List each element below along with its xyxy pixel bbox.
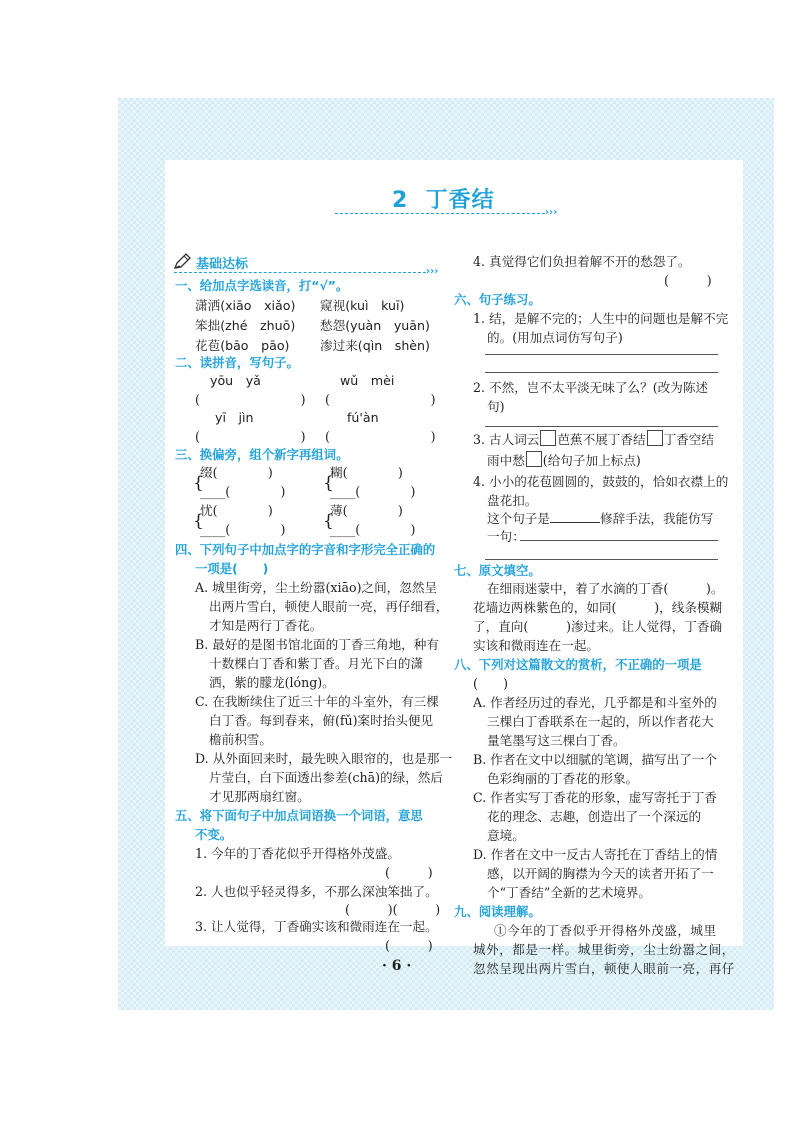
s6-q3-text: (给句子加上标点) bbox=[542, 453, 641, 468]
s1-item: 潇洒(xiāo xiǎo) bbox=[195, 298, 296, 313]
s6-question: 句) bbox=[487, 399, 505, 414]
s9-heading: 九、阅读理解。 bbox=[454, 904, 541, 919]
s8-option: A. 作者经历过的春光，几乎都是和斗室外的 bbox=[473, 695, 717, 710]
brace-icon: { bbox=[323, 511, 334, 531]
s8-option: D. 作者在文中一反古人寄托在丁香结上的情 bbox=[473, 847, 718, 862]
s6-q3-text: 丁香空结 bbox=[663, 432, 714, 447]
basic-divider bbox=[174, 272, 426, 273]
s8-answer-paren[interactable]: ( ) bbox=[473, 676, 509, 691]
rhetoric-blank[interactable] bbox=[550, 510, 600, 523]
punctuation-box[interactable] bbox=[647, 430, 663, 446]
page-number: · 6 · bbox=[382, 958, 412, 974]
s4-option: 十数棵白丁香和紫丁香。月光下白的潇 bbox=[209, 656, 424, 671]
s2-heading: 二、读拼音，写句子。 bbox=[175, 355, 299, 370]
s3-char: 薄( ) bbox=[330, 503, 403, 518]
s1-item: 花苞(bāo pāo) bbox=[195, 338, 290, 353]
title-chevron-icon: ››› bbox=[545, 207, 558, 218]
s4-option: 才知是两行丁香花。 bbox=[209, 618, 323, 633]
s5-question: 1. 今年的丁香花似乎开得格外茂盛。 bbox=[195, 846, 400, 861]
s4-option: 才见那两扇红窗。 bbox=[209, 789, 310, 804]
reading-passage-line: ①今年的丁香似乎开得格外茂盛，城里 bbox=[494, 923, 717, 938]
s3-blank[interactable]: ____( ) bbox=[200, 484, 286, 499]
s1-item: 笨拙(zhé zhuō) bbox=[195, 318, 296, 333]
s3-char: 忧( ) bbox=[200, 503, 273, 518]
s8-option: 量笔墨写这三棵白丁香。 bbox=[487, 733, 626, 748]
s1-item: 窥视(kuì kuī) bbox=[320, 298, 405, 313]
answer-line[interactable] bbox=[485, 426, 718, 427]
basic-chevron-icon: ››› bbox=[426, 266, 439, 277]
s2-pinyin: yōu yǎ bbox=[210, 373, 261, 388]
s4-option: 片莹白，白下面透出参差(chā)的绿，然后 bbox=[209, 770, 443, 785]
s2-answer-paren[interactable]: ( ) bbox=[325, 392, 436, 407]
reading-passage-line: 城外，都是一样。城里街旁，尘土纷嚣之间， bbox=[473, 942, 735, 957]
answer-line[interactable] bbox=[520, 540, 718, 541]
s8-option: 感，以开阔的胸襟为今天的读者开拓了一 bbox=[487, 866, 714, 881]
s6-q3-text: 芭蕉不展丁香结 bbox=[557, 432, 646, 447]
s4-heading-cont: 一项是( ) bbox=[195, 561, 269, 576]
s2-answer-paren[interactable]: ( ) bbox=[195, 429, 306, 444]
s3-char: 糊( ) bbox=[330, 465, 403, 480]
brace-icon: { bbox=[323, 473, 334, 493]
lesson-name: 丁香结 bbox=[425, 188, 495, 213]
s5-heading-cont: 不变。 bbox=[195, 827, 233, 842]
s6-question: 一句： bbox=[487, 529, 525, 544]
answer-line[interactable] bbox=[485, 559, 718, 560]
s4-option: 白丁香。每到春来，俯(fǔ)案时抬头便见 bbox=[209, 713, 434, 728]
title-divider bbox=[335, 213, 545, 214]
pencil-icon bbox=[172, 252, 192, 272]
s4-option: D. 从外面回来时，最先映入眼帘的，也是那一 bbox=[195, 751, 452, 766]
s8-option: 意境。 bbox=[487, 828, 525, 843]
s3-heading: 三、换偏旁，组个新字再组词。 bbox=[175, 447, 349, 462]
s8-option: C. 作者实写丁香花的形象，虚写寄托于丁香 bbox=[473, 790, 717, 805]
brace-icon: { bbox=[193, 473, 204, 493]
s6-q3-text: 3. 古人词云 bbox=[473, 432, 540, 447]
answer-line[interactable] bbox=[485, 372, 718, 373]
s7-line: 实该和微雨连在一起。 bbox=[473, 638, 599, 653]
s3-char: 缀( ) bbox=[200, 465, 273, 480]
s6-q3-text: 雨中愁 bbox=[487, 453, 525, 468]
s6-question: 2. 不然，岂不太平淡无味了么？(改为陈述 bbox=[473, 380, 709, 395]
s6-question: 的。(用加点词仿写句子) bbox=[487, 330, 623, 345]
s5-answer-paren[interactable]: ( )( ) bbox=[345, 902, 441, 917]
s1-heading: 一、给加点字选读音，打“√”。 bbox=[175, 278, 349, 293]
s8-heading: 八、下列对这篇散文的赏析，不正确的一项是 bbox=[454, 657, 702, 672]
s4-heading: 四、下列句子中加点字的字音和字形完全正确的 bbox=[175, 542, 436, 557]
s6-question-3 bbox=[473, 430, 714, 450]
s3-blank[interactable]: ____( ) bbox=[330, 522, 416, 537]
s6-question: 4. 小小的花苞圆圆的，鼓鼓的，恰如衣襟上的 bbox=[473, 474, 729, 489]
s6-q4-text: 修辞手法，我能仿写 bbox=[599, 511, 714, 526]
s6-q4-text: 这个句子是 bbox=[487, 511, 550, 526]
s8-option: 三棵白丁香联系在一起的，所以作者花大 bbox=[487, 714, 714, 729]
lesson-number: 2 bbox=[392, 188, 409, 213]
s1-item: 愁怨(yuàn yuān) bbox=[320, 318, 430, 333]
s7-line: 了，直向( )渗过来。让人觉得，丁香确 bbox=[473, 619, 723, 634]
s2-pinyin: fú'àn bbox=[347, 410, 379, 425]
s5-heading: 五、将下面句子中加点词语换一个词语，意思 bbox=[175, 808, 423, 823]
s8-option: B. 作者在文中以细腻的笔调，描写出了一个 bbox=[473, 752, 717, 767]
lesson-title bbox=[392, 183, 495, 214]
s8-option: 色彩绚丽的丁香花的形象。 bbox=[487, 771, 639, 786]
s7-line: 在细雨迷蒙中，着了水滴的丁香( )。 bbox=[487, 581, 724, 596]
s1-item: 渗过来(qìn shèn) bbox=[320, 338, 430, 353]
s7-heading: 七、原文填空。 bbox=[454, 563, 541, 578]
s4-option: B. 最好的是图书馆北面的丁香三角地，种有 bbox=[195, 637, 439, 652]
s4-option: A. 城里街旁，尘土纷嚣(xiāo)之间，忽然呈 bbox=[195, 580, 438, 595]
s2-pinyin: yī jìn bbox=[215, 410, 254, 425]
punctuation-box[interactable] bbox=[540, 430, 556, 446]
s3-blank[interactable]: ____( ) bbox=[200, 522, 286, 537]
s8-option: 个“丁香结”全新的艺术境界。 bbox=[487, 885, 652, 900]
s6-heading: 六、句子练习。 bbox=[454, 292, 541, 307]
s5-question: 2. 人也似乎轻灵得多，不那么深浊笨拙了。 bbox=[195, 884, 438, 899]
s6-question-4-fill bbox=[487, 509, 713, 529]
reading-passage-line: 忽然呈现出两片雪白，顿使人眼前一亮，再仔 bbox=[473, 961, 735, 976]
s2-pinyin: wǔ mèi bbox=[340, 373, 395, 388]
section-basic-label: 基础达标 bbox=[196, 257, 249, 272]
s8-option: 花的理念、志趣，创造出了一个深远的 bbox=[487, 809, 702, 824]
s5-answer-paren[interactable]: ( ) bbox=[385, 938, 433, 953]
s2-answer-paren[interactable]: ( ) bbox=[195, 392, 306, 407]
s2-answer-paren[interactable]: ( ) bbox=[325, 429, 436, 444]
s5-question: 4. 真觉得它们负担着解不开的愁怨了。 bbox=[473, 254, 691, 269]
s6-question: 盘花扣。 bbox=[487, 493, 538, 508]
s7-line: 花墙边两株紫色的，如同( )，线条模糊 bbox=[473, 600, 723, 615]
punctuation-box[interactable] bbox=[526, 451, 542, 467]
s6-question: 1. 结，是解不完的；人生中的问题也是解不完 bbox=[473, 311, 729, 326]
s4-option: C. 在我断续住了近三十年的斗室外，有三棵 bbox=[195, 694, 439, 709]
s3-blank[interactable]: ____( ) bbox=[330, 484, 416, 499]
s4-option: 出两片雪白，顿使人眼前一亮，再仔细看， bbox=[209, 599, 449, 614]
s4-option: 洒，紫的朦龙(lóng)。 bbox=[209, 675, 335, 690]
s6-question-3-cont bbox=[487, 451, 641, 471]
answer-line[interactable] bbox=[485, 354, 718, 355]
brace-icon: { bbox=[193, 511, 204, 531]
s5-question: 3. 让人觉得，丁香确实该和微雨连在一起。 bbox=[195, 919, 438, 934]
s5-answer-paren[interactable]: ( ) bbox=[385, 865, 433, 880]
s5-answer-paren[interactable]: ( ) bbox=[664, 273, 712, 288]
s4-option: 檐前积雪。 bbox=[209, 732, 272, 747]
